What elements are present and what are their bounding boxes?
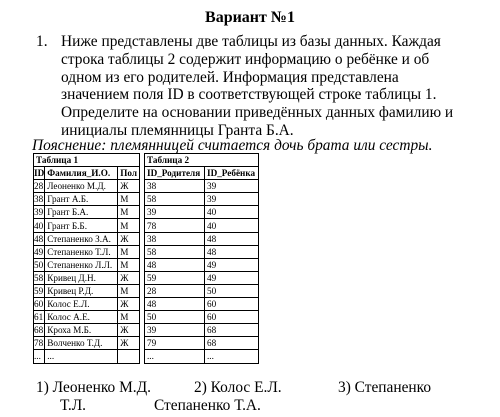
table-cell [118,350,140,363]
table-row [145,311,259,324]
table-cell: 59 [145,271,205,284]
table-cell: 39 [205,193,259,206]
table-cell: 39 [145,324,205,337]
table-cell: 50 [205,284,259,297]
table-cell: Степаненко Т.Л. [45,245,118,258]
question-line: значением поля ID в соответствующей строке таблицы 1. [61,86,437,104]
table-row [145,324,259,337]
table-cell: Грант Б.А. [45,206,118,219]
answer-option-3-continued: Т.Л. [60,397,86,414]
col-header-parent-id: ID_Родителя [145,167,205,180]
table-cell: 38 [34,194,44,205]
table-cell: Ж [118,232,140,245]
table-cell: 28 [34,181,44,192]
col-header-child-id: ID_Ребёнка [205,167,259,180]
table-cell: 78 [34,338,44,349]
table-row [34,245,140,258]
table-cell: М [118,206,140,219]
table-row [34,350,140,363]
table-cell: 58 [145,193,205,206]
table-cell: М [118,219,140,232]
table-cell: 59 [34,285,44,296]
table-row [34,219,140,232]
table-cell: Грант Б.Б. [45,219,118,232]
question-line: инициалы племянницы Гранта Б.А. [61,121,294,139]
table-row [34,180,140,193]
table-cell: 48 [205,232,259,245]
table-cell: Ж [118,180,140,193]
table-cell: Ж [118,298,140,311]
question-line: одном из его родителей. Информация представлена [61,68,399,86]
table-cell: 78 [145,219,205,232]
table-cell: Кривец Р.Д. [45,284,118,297]
table-cell: 40 [205,219,259,232]
table-header-row [145,167,259,180]
table-cell: ... [205,350,259,363]
table-row [145,271,259,284]
table-row [145,193,259,206]
table-cell: 50 [34,259,44,270]
table-cell: 48 [145,298,205,311]
table-caption-row [34,154,140,167]
col-header-sex: Пол [118,167,140,180]
table-row [145,337,259,350]
table-row [34,258,140,271]
table-2-caption: Таблица 2 [145,154,259,167]
table-1 [33,153,140,364]
table-row [34,206,140,219]
table-cell: Колос А.Е. [45,311,118,324]
answer-option-2: 2) Колос Е.Л. [194,379,282,396]
table-row [34,193,140,206]
table-cell: 79 [145,337,205,350]
table-1-caption: Таблица 1 [34,154,140,167]
explanation-note: Пояснение: племянницей считается дочь брата или сестры. [32,137,433,154]
table-cell: 60 [205,298,259,311]
table-cell: Волченко Т.Д. [45,337,118,350]
table-cell: Колос Е.Л. [45,298,118,311]
table-cell: 40 [205,206,259,219]
table-cell: 38 [145,180,205,193]
table-cell: 38 [145,232,205,245]
table-row [145,298,259,311]
table-cell: М [118,245,140,258]
table-cell: М [118,284,140,297]
table-row [145,206,259,219]
table-cell: 28 [145,284,205,297]
table-cell: ... [45,350,118,363]
table-row [34,284,140,297]
table-cell: 48 [205,245,259,258]
table-row [145,350,259,363]
table-cell: ... [145,350,205,363]
table-row [34,311,140,324]
table-row [34,337,140,350]
table-row [145,180,259,193]
table-cell: М [118,311,140,324]
table-2 [144,153,259,364]
table-cell: Степаненко З.А. [45,232,118,245]
table-cell: Ж [118,324,140,337]
table-cell: 49 [205,271,259,284]
table-cell: Степаненко Л.Л. [45,258,118,271]
table-row [34,324,140,337]
table-cell: 48 [145,258,205,271]
table-cell: ... [34,350,45,363]
table-cell: 49 [205,258,259,271]
table-cell: 68 [34,325,44,336]
table-row [145,232,259,245]
table-cell: 50 [145,311,205,324]
question-number: 1. [36,33,48,50]
table-cell: 60 [34,299,44,310]
table-row [145,258,259,271]
col-header-id: ID [34,168,45,179]
table-cell: Грант А.Б. [45,193,118,206]
answer-option-4: Степаненко Т.А. [154,397,261,414]
question-line: Определите на основании приведённых данных фамилию и [61,104,454,122]
table-row [145,284,259,297]
table-cell: 68 [205,324,259,337]
table-cell: 49 [34,246,44,257]
table-cell: Кривец Д.Н. [45,271,118,284]
table-row [145,219,259,232]
table-cell: М [118,258,140,271]
table-cell: 61 [34,312,44,323]
question-line: Ниже представлены две таблицы из базы данных. Каждая [61,33,441,50]
table-cell: 40 [34,220,44,231]
question-line: строка таблицы 2 содержит информацию о ребёнке и об [61,50,430,68]
table-cell: Ж [118,337,140,350]
table-caption-row [145,154,259,167]
table-cell: 39 [145,206,205,219]
table-row [145,245,259,258]
table-cell: Кроха М.Б. [45,324,118,337]
table-cell: 39 [205,180,259,193]
col-header-name: Фамилия_И.О. [45,167,118,180]
table-row [34,271,140,284]
answer-option-3: 3) Степаненко [338,379,432,396]
answer-option-1: 1) Леоненко М.Д. [36,379,151,396]
table-cell: 68 [205,337,259,350]
table-cell: 39 [34,207,44,218]
table-cell: 60 [205,311,259,324]
table-cell: М [118,193,140,206]
table-cell: Леоненко М.Д. [45,180,118,193]
table-cell: Ж [118,271,140,284]
table-cell: 58 [34,272,44,283]
table-row [34,232,140,245]
table-cell: 48 [34,233,44,244]
table-header-row [34,167,140,180]
variant-title: Вариант №1 [205,9,295,26]
question-text [61,33,491,140]
table-cell: 58 [145,245,205,258]
table-row [34,298,140,311]
